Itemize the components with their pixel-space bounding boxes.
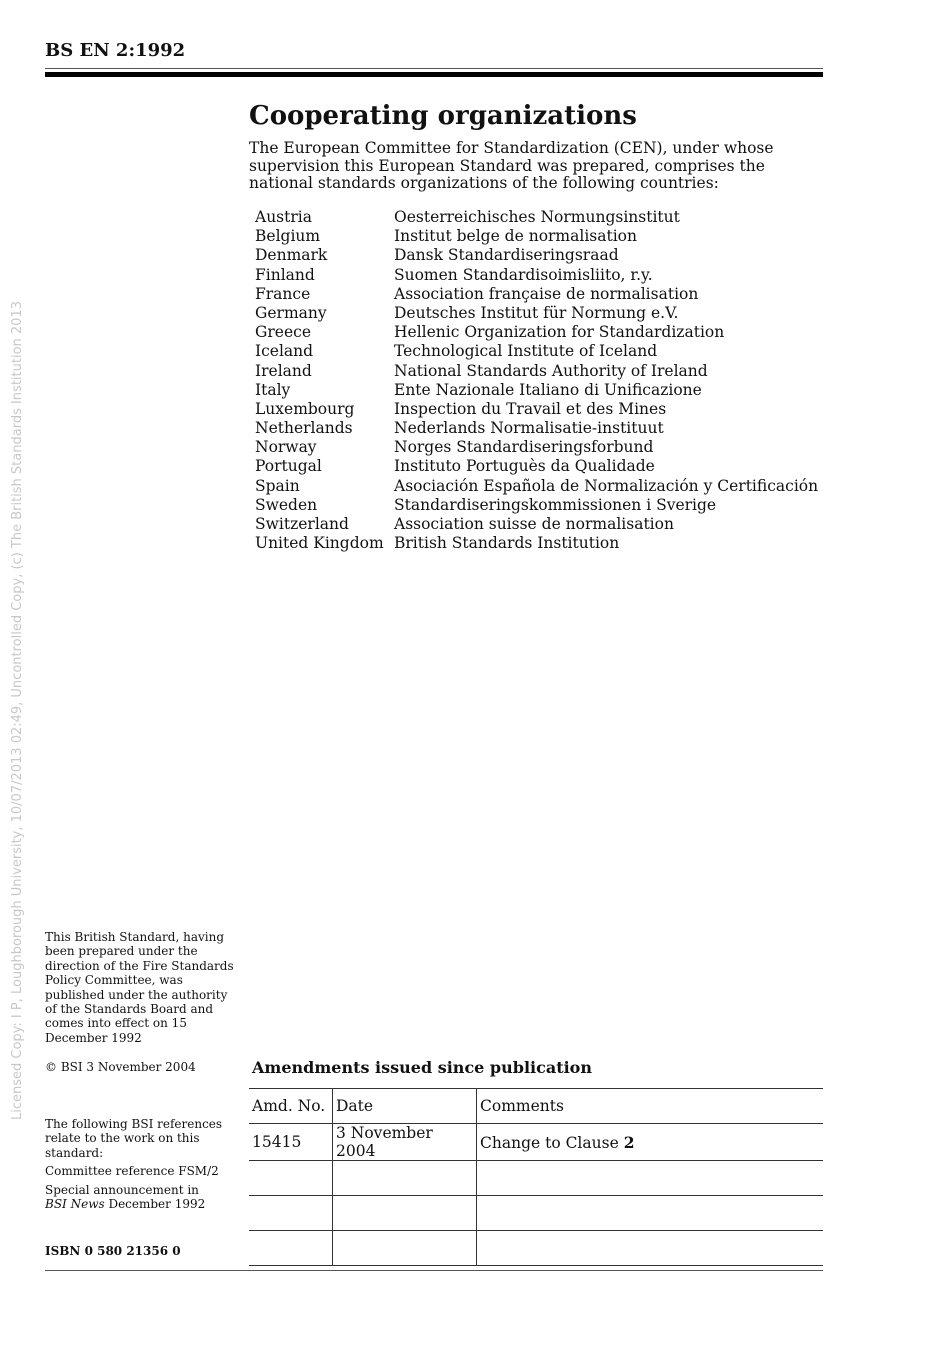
header-date: Date bbox=[333, 1089, 477, 1124]
amendment-number bbox=[249, 1196, 333, 1231]
org-row bbox=[255, 534, 818, 553]
org-row bbox=[255, 400, 818, 419]
org-row bbox=[255, 362, 818, 381]
org-country: Greece bbox=[255, 323, 311, 342]
org-name: Nederlands Normalisatie-instituut bbox=[394, 419, 664, 438]
amendment-date bbox=[333, 1231, 477, 1266]
org-country: Switzerland bbox=[255, 515, 349, 533]
amendment-date bbox=[333, 1161, 477, 1196]
publication-note: This British Standard, having been prepared under the direction of the Fire Standards Policy Committee, was published under the authority of the Standards Board and comes into effect on 15 December 1992 bbox=[45, 930, 234, 1045]
org-country: Iceland bbox=[255, 342, 314, 361]
org-country: Netherlands bbox=[255, 419, 353, 438]
org-name: Suomen Standardisoimisliito, r.y. bbox=[394, 265, 653, 284]
amendment-row bbox=[249, 1161, 823, 1196]
org-name: Hellenic Organization for Standardization bbox=[394, 323, 725, 342]
org-name: Institut belge de normalisation bbox=[394, 227, 637, 246]
org-country: Denmark bbox=[255, 246, 328, 265]
org-row bbox=[255, 477, 818, 496]
amendment-number bbox=[249, 1231, 333, 1266]
announcement-date: December 1992 bbox=[108, 1197, 206, 1212]
org-name: Norges Standardiseringsforbund bbox=[394, 438, 654, 457]
org-country: Finland bbox=[255, 265, 315, 284]
announcement-prefix: Special announcement in bbox=[45, 1182, 199, 1197]
amendment-comment bbox=[477, 1231, 824, 1266]
amendment-row bbox=[249, 1231, 823, 1266]
committee-reference: Committee reference FSM/2 bbox=[45, 1164, 219, 1179]
amendment-date: 3 November 2004 bbox=[333, 1124, 477, 1161]
references-intro: The following BSI references relate to the work on this standard: bbox=[45, 1117, 223, 1160]
org-name: Instituto Portuguès da Qualidade bbox=[394, 457, 655, 476]
copyright-notice: © BSI 3 November 2004 bbox=[45, 1060, 196, 1074]
amendments-table bbox=[249, 1088, 823, 1266]
org-name: Standardiseringskommissionen i Sverige bbox=[394, 495, 717, 514]
org-name: Technological Institute of Iceland bbox=[394, 342, 658, 361]
org-row bbox=[255, 457, 818, 476]
org-country: Norway bbox=[255, 438, 317, 457]
org-name: National Standards Authority of Ireland bbox=[394, 361, 708, 380]
org-row bbox=[255, 496, 818, 515]
org-name: Ente Nazionale Italiano di Unificazione bbox=[394, 380, 702, 399]
org-row bbox=[255, 342, 818, 361]
header-rule-thin bbox=[45, 68, 823, 69]
amendment-row bbox=[249, 1196, 823, 1231]
org-row bbox=[255, 438, 818, 457]
org-row bbox=[255, 381, 818, 400]
amendments-title: Amendments issued since publication bbox=[252, 1058, 592, 1077]
org-row bbox=[255, 323, 818, 342]
org-row bbox=[255, 266, 818, 285]
org-name: Association française de normalisation bbox=[394, 284, 699, 303]
org-country: Luxembourg bbox=[255, 399, 355, 418]
header-rule-thick bbox=[45, 72, 823, 77]
org-country: Sweden bbox=[255, 495, 318, 514]
isbn: ISBN 0 580 21356 0 bbox=[45, 1244, 181, 1258]
org-country: Belgium bbox=[255, 227, 321, 246]
document-id: BS EN 2:1992 bbox=[45, 40, 186, 61]
amendment-comment bbox=[477, 1124, 824, 1161]
org-name: Association suisse de normalisation bbox=[394, 515, 674, 533]
comment-clause: 2 bbox=[623, 1132, 635, 1152]
org-name: Deutsches Institut für Normung e.V. bbox=[394, 303, 679, 322]
amendment-date bbox=[333, 1196, 477, 1231]
org-row bbox=[255, 304, 818, 323]
org-country: United Kingdom bbox=[255, 534, 384, 553]
org-name: Oesterreichisches Normungsinstitut bbox=[394, 208, 680, 226]
amendment-row bbox=[249, 1124, 823, 1161]
page-title: Cooperating organizations bbox=[249, 101, 637, 131]
org-row bbox=[255, 208, 818, 227]
organizations-list bbox=[255, 208, 818, 553]
comment-text: Change to Clause bbox=[480, 1133, 619, 1152]
org-country: France bbox=[255, 284, 311, 303]
amendments-header-row bbox=[249, 1089, 823, 1124]
org-row bbox=[255, 285, 818, 304]
license-watermark: Licensed Copy: I P, Loughborough University, 10/07/2013 02:49, Uncontrolled Copy, (c) The British Standards Institution 2013 bbox=[10, 301, 25, 1120]
org-country: Italy bbox=[255, 380, 291, 399]
intro-paragraph: The European Committee for Standardization (CEN), under whose supervision this European Standard was prepared, comprises the national standards organizations of the following countries: bbox=[249, 139, 774, 192]
org-country: Portugal bbox=[255, 457, 322, 476]
header-amd-no: Amd. No. bbox=[249, 1089, 333, 1124]
org-country: Austria bbox=[255, 208, 312, 226]
org-name: Asociación Española de Normalización y Certificación bbox=[394, 476, 819, 495]
org-name: Dansk Standardiseringsraad bbox=[394, 246, 619, 265]
org-row bbox=[255, 227, 818, 246]
org-row bbox=[255, 515, 818, 534]
bottom-rule bbox=[45, 1270, 823, 1271]
org-name: British Standards Institution bbox=[394, 534, 620, 553]
bsi-references bbox=[45, 1117, 235, 1211]
amendment-number bbox=[249, 1161, 333, 1196]
org-row bbox=[255, 246, 818, 265]
announcement-publication: BSI News bbox=[45, 1197, 105, 1212]
org-name: Inspection du Travail et des Mines bbox=[394, 399, 667, 418]
amendment-number: 15415 bbox=[249, 1124, 333, 1161]
org-country: Germany bbox=[255, 303, 327, 322]
header-comments: Comments bbox=[477, 1089, 824, 1124]
org-country: Ireland bbox=[255, 361, 312, 380]
amendment-comment bbox=[477, 1196, 824, 1231]
org-country: Spain bbox=[255, 476, 300, 495]
special-announcement bbox=[45, 1183, 235, 1212]
amendment-comment bbox=[477, 1161, 824, 1196]
org-row bbox=[255, 419, 818, 438]
